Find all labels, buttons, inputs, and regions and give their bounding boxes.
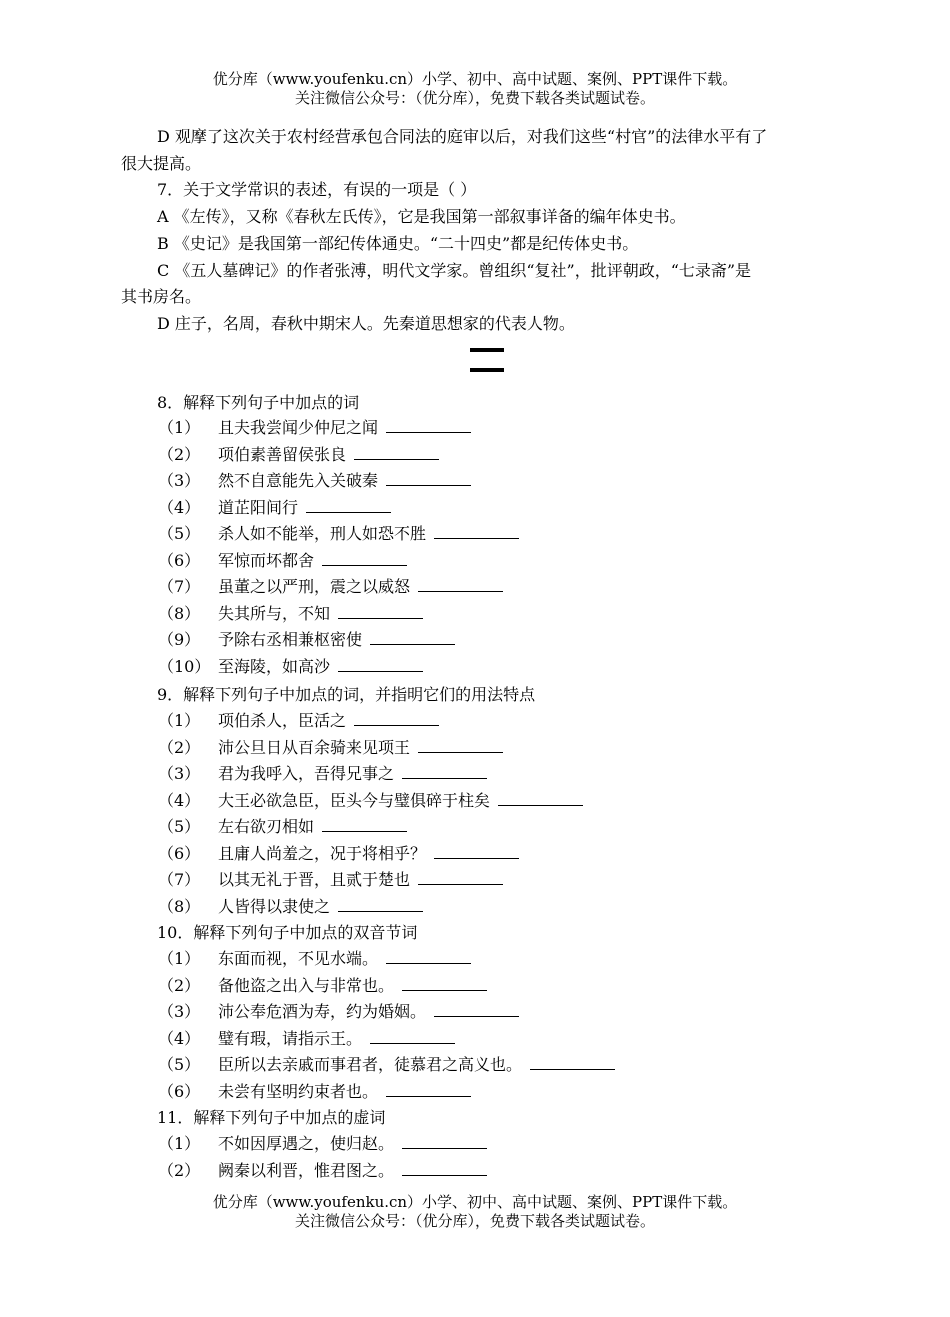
item-sentence: 人皆得以隶使之 bbox=[218, 896, 331, 916]
item-number: （5） bbox=[158, 524, 201, 543]
q11-stem: 11．解释下列句子中加点的虚词 bbox=[157, 1108, 386, 1127]
q7-option-b: B 《史记》是我国第一部纪传体通史。“二十四史”都是纪传体史书。 bbox=[157, 234, 639, 253]
section-mark bbox=[470, 344, 504, 374]
item-sentence: 以其无礼于晋，且贰于楚也 bbox=[218, 870, 411, 889]
item-sentence: 东面而视，不见水端。 bbox=[218, 949, 379, 968]
q7-stem: 7．关于文学常识的表述，有误的一项是（ ） bbox=[157, 180, 477, 199]
item-number: （4） bbox=[158, 790, 201, 810]
item-number: （5） bbox=[158, 817, 201, 836]
answer-blank[interactable] bbox=[338, 604, 423, 619]
item-sentence: 左右欲刃相如 bbox=[218, 817, 315, 836]
item-sentence: 项伯杀人，臣活之 bbox=[218, 711, 347, 730]
item-number: （7） bbox=[158, 577, 201, 596]
item-number: （3） bbox=[158, 471, 201, 490]
item-sentence: 不如因厚遇之，使归赵。 bbox=[218, 1134, 395, 1153]
item-number: （8） bbox=[158, 603, 201, 623]
answer-blank[interactable] bbox=[418, 738, 503, 753]
answer-blank[interactable] bbox=[322, 817, 407, 832]
item-number: （10） bbox=[158, 656, 211, 676]
q6-option-d-line2: 很大提高。 bbox=[121, 154, 202, 173]
item-number: （7） bbox=[158, 870, 201, 889]
answer-blank[interactable] bbox=[386, 471, 471, 486]
item-sentence: 杀人如不能举，刑人如恐不胜 bbox=[218, 524, 427, 543]
answer-blank[interactable] bbox=[370, 1029, 455, 1044]
answer-blank[interactable] bbox=[386, 949, 471, 964]
item-sentence: 然不自意能先入关破秦 bbox=[218, 471, 379, 490]
item-sentence: 大王必欲急臣，臣头今与璧俱碎于柱矣 bbox=[218, 790, 491, 810]
item-number: （4） bbox=[158, 497, 201, 517]
q8-stem: 8．解释下列句子中加点的词 bbox=[157, 393, 360, 412]
q7-option-d: D 庄子，名周，春秋中期宋人。先秦道思想家的代表人物。 bbox=[157, 314, 575, 333]
header-line-2: 关注微信公众号：（优分库），免费下载各类试题试卷。 bbox=[294, 89, 655, 107]
answer-blank[interactable] bbox=[418, 577, 503, 592]
answer-blank[interactable] bbox=[434, 524, 519, 539]
item-sentence: 备他盗之出入与非常也。 bbox=[218, 975, 395, 995]
item-sentence: 且庸人尚羞之，况于将相乎？ bbox=[218, 843, 427, 863]
answer-blank[interactable] bbox=[402, 1134, 487, 1149]
item-number: （1） bbox=[158, 711, 201, 730]
item-number: （6） bbox=[158, 550, 201, 570]
answer-blank[interactable] bbox=[402, 976, 487, 991]
answer-blank[interactable] bbox=[338, 657, 423, 672]
answer-blank[interactable] bbox=[338, 897, 423, 912]
item-number: （3） bbox=[158, 1002, 201, 1021]
item-number: （4） bbox=[158, 1028, 201, 1048]
answer-blank[interactable] bbox=[386, 1082, 471, 1097]
item-sentence: 臣所以去亲戚而事君者，徒慕君之高义也。 bbox=[218, 1055, 523, 1074]
q10-stem: 10．解释下列句子中加点的双音节词 bbox=[157, 923, 418, 942]
answer-blank[interactable] bbox=[498, 791, 583, 806]
item-number: （6） bbox=[158, 1081, 201, 1101]
item-number: （6） bbox=[158, 843, 201, 863]
answer-blank[interactable] bbox=[322, 551, 407, 566]
item-sentence: 且夫我尝闻少仲尼之闻 bbox=[218, 418, 379, 437]
item-number: （2） bbox=[158, 1160, 201, 1180]
footer-line-2: 关注微信公众号：（优分库），免费下载各类试题试卷。 bbox=[294, 1212, 655, 1230]
item-sentence: 至海陵，如高沙 bbox=[218, 656, 331, 676]
answer-blank[interactable] bbox=[402, 1161, 487, 1176]
answer-blank[interactable] bbox=[530, 1055, 615, 1070]
answer-blank[interactable] bbox=[354, 711, 439, 726]
item-sentence: 沛公旦日从百余骑来见项王 bbox=[218, 737, 411, 757]
page-header bbox=[0, 70, 950, 108]
answer-blank[interactable] bbox=[434, 1002, 519, 1017]
item-number: （1） bbox=[158, 418, 201, 437]
item-sentence: 阙秦以利晋，惟君图之。 bbox=[218, 1160, 395, 1180]
item-sentence: 失其所与，不知 bbox=[218, 603, 331, 623]
item-number: （5） bbox=[158, 1055, 201, 1074]
item-sentence: 予除右丞相兼枢密使 bbox=[218, 630, 363, 649]
page-footer bbox=[0, 1193, 950, 1231]
answer-blank[interactable] bbox=[386, 418, 471, 433]
item-sentence: 沛公奉危酒为寿，约为婚姻。 bbox=[218, 1002, 427, 1021]
answer-blank[interactable] bbox=[402, 764, 487, 779]
answer-blank[interactable] bbox=[370, 630, 455, 645]
item-number: （9） bbox=[158, 630, 201, 649]
item-number: （2） bbox=[158, 444, 201, 464]
q7-option-a: A 《左传》，又称《春秋左氏传》，它是我国第一部叙事详备的编年体史书。 bbox=[157, 207, 686, 226]
answer-blank[interactable] bbox=[418, 870, 503, 885]
footer-line-1: 优分库（www.youfenku.cn）小学、初中、高中试题、案例、PPT课件下载。 bbox=[212, 1193, 738, 1211]
item-sentence: 未尝有坚明约束者也。 bbox=[218, 1081, 379, 1101]
item-sentence: 军惊而坏都舍 bbox=[218, 550, 315, 570]
item-number: （1） bbox=[158, 1134, 201, 1153]
item-sentence: 君为我呼入，吾得兄事之 bbox=[218, 764, 395, 783]
item-sentence: 项伯素善留侯张良 bbox=[218, 444, 347, 464]
header-line-1: 优分库（www.youfenku.cn）小学、初中、高中试题、案例、PPT课件下载。 bbox=[212, 70, 738, 88]
answer-blank[interactable] bbox=[434, 844, 519, 859]
item-sentence: 虽董之以严刑，震之以威怒 bbox=[218, 577, 411, 596]
item-number: （1） bbox=[158, 949, 201, 968]
item-sentence: 道芷阳间行 bbox=[218, 497, 299, 517]
item-number: （2） bbox=[158, 737, 201, 757]
q9-stem: 9．解释下列句子中加点的词，并指明它们的用法特点 bbox=[157, 685, 536, 704]
item-sentence: 璧有瑕，请指示王。 bbox=[218, 1028, 363, 1048]
q7-option-c-line1: C 《五人墓碑记》的作者张溥，明代文学家。曾组织“复社”，批评朝政，“七录斋”是 bbox=[157, 261, 752, 280]
answer-blank[interactable] bbox=[354, 445, 439, 460]
q6-option-d-line1: D 观摩了这次关于农村经营承包合同法的庭审以后，对我们这些“村官”的法律水平有了 bbox=[157, 127, 768, 146]
item-number: （3） bbox=[158, 764, 201, 783]
item-number: （8） bbox=[158, 896, 201, 916]
item-number: （2） bbox=[158, 975, 201, 995]
answer-blank[interactable] bbox=[306, 498, 391, 513]
q7-option-c-line2: 其书房名。 bbox=[121, 287, 202, 306]
